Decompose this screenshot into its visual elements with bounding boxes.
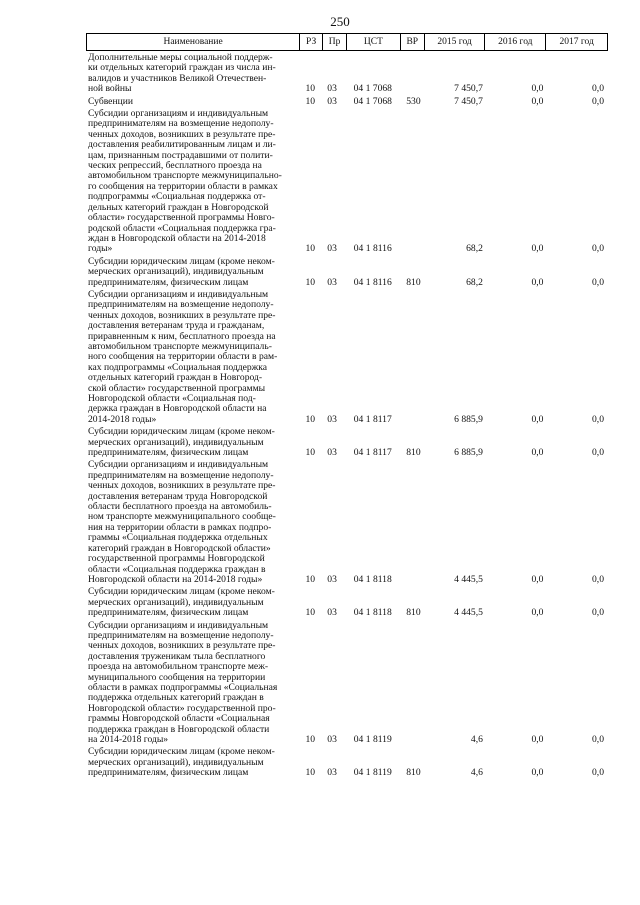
row-pr: 03 <box>327 413 337 425</box>
table-row <box>86 53 608 95</box>
row-2016: 0,0 <box>531 276 544 288</box>
row-2016: 0,0 <box>531 573 544 585</box>
row-2016: 0,0 <box>531 83 544 95</box>
row-2015: 6 885,9 <box>454 447 483 459</box>
row-2017: 0,0 <box>592 243 604 255</box>
row-2015: 4,6 <box>470 734 483 745</box>
row-pr: 03 <box>327 447 337 459</box>
row-2015: 68,2 <box>466 243 483 255</box>
row-cst: 04 1 8118 <box>353 607 392 619</box>
row-2017: 0,0 <box>592 447 604 459</box>
header-2016: 2016 год <box>484 34 545 50</box>
row-2017: 0,0 <box>592 276 604 288</box>
row-cst: 04 1 8117 <box>353 413 392 425</box>
row-pr: 03 <box>327 243 337 255</box>
row-name: Субсидии юридическим лицам (кроме неком- мерческих организаций), индивидуальным предпринимателям, физическим лицам <box>88 426 275 459</box>
row-rz: 10 <box>305 83 316 95</box>
row-2015: 68,2 <box>466 276 483 288</box>
table-row <box>86 97 608 107</box>
row-rz: 10 <box>305 734 316 745</box>
row-cst: 04 1 8119 <box>353 734 392 745</box>
row-rz: 10 <box>305 767 316 779</box>
row-name: Субсидии юридическим лицам (кроме неком- мерческих организаций), индивидуальным предпринимателям, физическим лицам <box>88 255 275 288</box>
header-pr: Пр <box>322 34 346 50</box>
table-row <box>86 109 608 255</box>
row-vr: 810 <box>406 276 421 288</box>
row-name: Дополнительные меры социальной поддерж- ки отдельных категорий граждан из числа ин- валидов и участников Великой Отечествен- ной войны <box>88 52 276 95</box>
row-name: Субсидии организациям и индивидуальным предпринимателям на возмещение недополу- ченных доходов, возникших в результате пре- доставления ветеранам труда и гражданам, приравненным к ним, бесплатного проезда на автомобильном транспорте межмуниципаль- ного сообщения на территории области в рам- ках подпрограммы «Социальная поддержка отдельных категорий граждан в Новгород- ской области» государственной программы Новгородской области «Социальная под- держка граждан в Новгородской области на 2014-2018 годы» <box>88 288 278 425</box>
row-pr: 03 <box>327 573 337 585</box>
row-2017: 0,0 <box>592 413 604 425</box>
row-cst: 04 1 7068 <box>353 95 392 107</box>
row-2017: 0,0 <box>592 573 604 585</box>
table-row <box>86 427 608 458</box>
table-row <box>86 290 608 425</box>
row-vr: 810 <box>406 767 421 779</box>
row-pr: 03 <box>327 607 337 619</box>
row-2016: 0,0 <box>531 734 544 745</box>
row-2017: 0,0 <box>592 607 604 619</box>
row-2017: 0,0 <box>592 83 604 95</box>
table-row <box>86 587 608 618</box>
row-2016: 0,0 <box>531 607 544 619</box>
row-vr: 810 <box>406 447 421 459</box>
row-rz: 10 <box>305 573 316 585</box>
row-2015: 4 445,5 <box>454 573 483 585</box>
row-vr: 810 <box>406 607 421 619</box>
row-rz: 10 <box>305 447 316 459</box>
header-2017: 2017 год <box>545 34 607 50</box>
row-cst: 04 1 8117 <box>353 447 392 459</box>
row-pr: 03 <box>327 95 337 107</box>
table-row <box>86 460 608 585</box>
row-2016: 0,0 <box>531 767 544 779</box>
row-cst: 04 1 8116 <box>353 276 392 288</box>
budget-table <box>86 33 608 779</box>
page-number: 250 <box>330 14 350 29</box>
row-cst: 04 1 8116 <box>353 243 392 255</box>
row-name: Субсидии юридическим лицам (кроме неком- мерческих организаций), индивидуальным предпринимателям, физическим лицам <box>88 586 275 619</box>
table-row <box>86 747 608 778</box>
row-2016: 0,0 <box>531 243 544 255</box>
row-rz: 10 <box>305 413 316 425</box>
row-2017: 0,0 <box>592 95 604 107</box>
header-rz: РЗ <box>299 34 322 50</box>
row-2017: 0,0 <box>592 767 604 779</box>
row-cst: 04 1 8118 <box>353 573 392 585</box>
header-name: Наименование <box>163 36 223 47</box>
header-vr: ВР <box>400 34 424 50</box>
row-rz: 10 <box>305 95 316 107</box>
row-pr: 03 <box>327 734 337 745</box>
row-2016: 0,0 <box>531 447 544 459</box>
header-2015: 2015 год <box>424 34 485 50</box>
row-rz: 10 <box>305 276 316 288</box>
table-row <box>86 257 608 288</box>
row-2015: 7 450,7 <box>454 83 483 95</box>
row-2015: 7 450,7 <box>454 95 483 107</box>
row-pr: 03 <box>327 276 337 288</box>
row-name: Субсидии организациям и индивидуальным предпринимателям на возмещение недополу- ченных доходов, возникших в результате пре- доставления реабилитированным лицам и ли- цам, признанным пострадавшими от полити- ческих репрессий, бесплатного проезда на автомобильном транспорте межмуниципально- го сообщения на территории области в рамках подпрограммы «Социальная поддержка от- дельных категорий граждан в Новгородской области» государственной программы Новго- родской области «Социальная поддержка гра- ждан в Новгородской области на 2014-2018 годы» <box>88 108 282 255</box>
row-cst: 04 1 8119 <box>353 767 392 779</box>
table-header <box>86 33 608 51</box>
row-pr: 03 <box>327 83 337 95</box>
row-name: Субсидии организациям и индивидуальным предпринимателям на возмещение недополу- ченных доходов, возникших в результате пре- доставления ветеранам труда Новгородской области бесплатного проезда на автомобиль- ном транспорте межмуниципального сообще- ния на территории области в рамках подпро- граммы «Социальная поддержка отдельных категорий граждан в Новгородской области» государственной программы Новгородской области «Социальная поддержка граждан в Новгородской области на 2014-2018 годы» <box>88 459 276 585</box>
table-row <box>86 621 608 746</box>
row-name: Субвенции <box>88 95 133 107</box>
row-2015: 6 885,9 <box>454 413 483 425</box>
row-rz: 10 <box>305 607 316 619</box>
row-cst: 04 1 7068 <box>353 83 392 95</box>
header-cst: ЦСТ <box>346 34 400 50</box>
row-rz: 10 <box>305 243 316 255</box>
row-vr: 530 <box>406 95 421 107</box>
row-name: Субсидии юридическим лицам (кроме неком- мерческих организаций), индивидуальным предпринимателям, физическим лицам <box>88 746 275 779</box>
row-2016: 0,0 <box>531 413 544 425</box>
row-2016: 0,0 <box>531 95 544 107</box>
row-2015: 4,6 <box>470 767 483 779</box>
row-2015: 4 445,5 <box>454 607 483 619</box>
row-2017: 0,0 <box>592 734 604 745</box>
table-body <box>86 53 608 779</box>
row-name: Субсидии организациям и индивидуальным предпринимателям на возмещение недополу- ченных доходов, возникших в результате пре- доставления труженикам тыла бесплатного проезда на автомобильном транспорте меж- муниципального сообщения на территории области в рамках подпрограммы «Социальная поддержка отдельных категорий граждан в Новгородской области» государственной про- граммы Новгородской области «Социальная поддержка граждан в Новгородской области на 2014-2018 годы» <box>88 619 278 745</box>
row-pr: 03 <box>327 767 337 779</box>
